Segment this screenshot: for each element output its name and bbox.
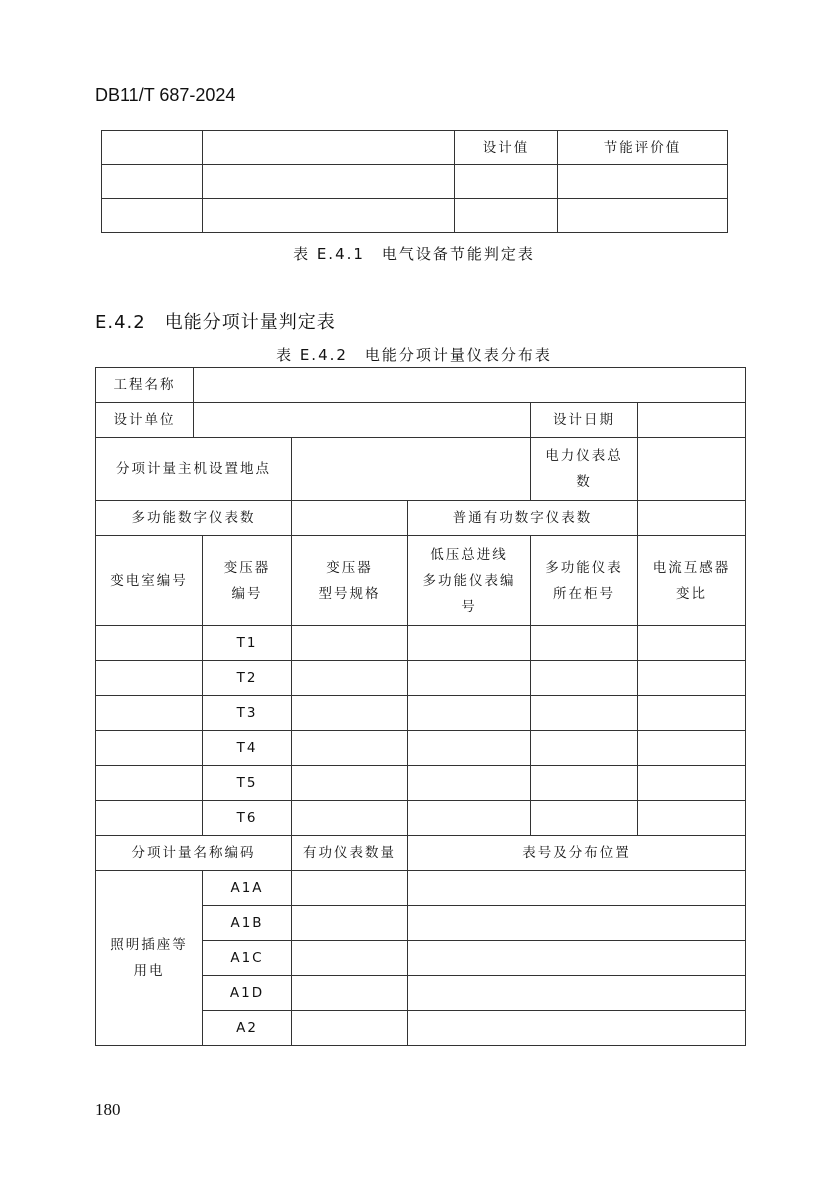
label-design-unit: 设计单位 xyxy=(96,403,194,438)
table-e41-fragment xyxy=(101,130,728,233)
table-e42-caption: 表 E.4.2 电能分项计量仪表分布表 xyxy=(276,346,552,364)
item-code: A1C xyxy=(203,941,292,976)
col-header: 变压器 编号 xyxy=(203,536,292,626)
transformer-id: T5 xyxy=(203,766,292,801)
label-project-name: 工程名称 xyxy=(96,368,194,403)
label-meter-total: 电力仪表总 数 xyxy=(531,438,638,501)
col-header-evaluation-value: 节能评价值 xyxy=(558,131,728,165)
col-header: 低压总进线 多功能仪表编 号 xyxy=(408,536,531,626)
label-host-location: 分项计量主机设置地点 xyxy=(96,438,292,501)
page-number: 180 xyxy=(95,1100,121,1119)
table-row xyxy=(96,661,746,696)
item-code: A1D xyxy=(203,976,292,1011)
transformer-id: T3 xyxy=(203,696,292,731)
col-header: 变压器 型号规格 xyxy=(292,536,408,626)
table-row xyxy=(96,696,746,731)
table-row xyxy=(96,871,746,906)
table-e42 xyxy=(95,367,746,1046)
item-code: A1B xyxy=(203,906,292,941)
table-row xyxy=(96,731,746,766)
sub-header: 分项计量名称编码 xyxy=(96,836,292,871)
section-title: E.4.2 电能分项计量判定表 xyxy=(95,312,336,333)
item-code: A1A xyxy=(203,871,292,906)
transformer-id: T2 xyxy=(203,661,292,696)
col-header: 电流互感器 变比 xyxy=(638,536,746,626)
label-multi-meter-count: 多功能数字仪表数 xyxy=(96,501,292,536)
transformer-id: T1 xyxy=(203,626,292,661)
label-design-date: 设计日期 xyxy=(531,403,638,438)
col-header: 多功能仪表 所在柜号 xyxy=(531,536,638,626)
sub-header: 有功仪表数量 xyxy=(292,836,408,871)
transformer-id: T6 xyxy=(203,801,292,836)
cell xyxy=(102,131,203,165)
table-e41-caption: 表 E.4.1 电气设备节能判定表 xyxy=(293,245,535,263)
document-code: DB11/T 687-2024 xyxy=(95,85,236,105)
col-header-design-value: 设计值 xyxy=(455,131,558,165)
transformer-id: T4 xyxy=(203,731,292,766)
col-header: 变电室编号 xyxy=(96,536,203,626)
cell xyxy=(203,131,455,165)
table-row xyxy=(96,626,746,661)
sub-header: 表号及分布位置 xyxy=(408,836,746,871)
table-row xyxy=(96,801,746,836)
project-name-value xyxy=(194,368,746,403)
item-code: A2 xyxy=(203,1011,292,1046)
group-lighting: 照明插座等 用电 xyxy=(96,871,203,1046)
table-row xyxy=(96,766,746,801)
label-active-meter-count: 普通有功数字仪表数 xyxy=(408,501,638,536)
